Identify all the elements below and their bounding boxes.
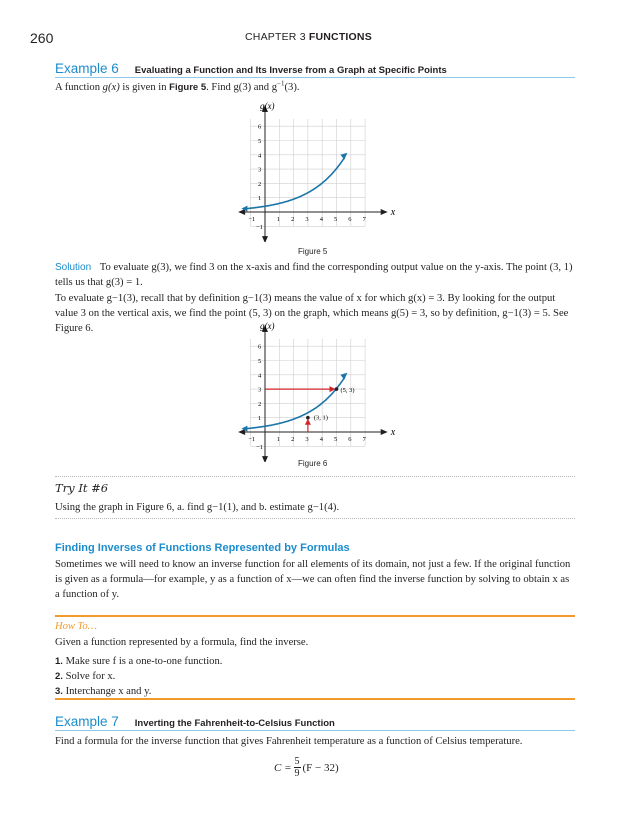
x-tick-label: −1 — [248, 216, 256, 223]
celsius-formula — [274, 756, 339, 779]
y-tick-label: 3 — [258, 166, 262, 174]
figure6-graph — [225, 320, 395, 462]
y-tick-label: 3 — [258, 386, 262, 394]
curve-arrow — [340, 373, 347, 380]
x-tick-label: 5 — [334, 216, 338, 223]
prompt-function: g(x) — [102, 82, 120, 93]
point-label-3-1: (3, 1) — [313, 414, 328, 422]
y-tick-label: 1 — [258, 195, 262, 203]
figure6-caption: Figure 6 — [298, 459, 328, 468]
how-to-bottom-rule — [55, 698, 575, 700]
example7-label: Example 7 — [55, 714, 119, 729]
chapter-number: CHAPTER 3 — [245, 31, 306, 43]
section-text: Sometimes we will need to know an inverse function for all elements of its domain, not just a few. If the original function is given as a formula—for example, y as a function of x—we can often find the inverse function by solving to obtain x as a function of y. — [55, 559, 571, 600]
fraction-denominator: 9 — [294, 768, 300, 779]
y-tick-label: 6 — [258, 343, 262, 351]
solution-paragraph-1 — [55, 260, 575, 290]
x-axis-arrow — [381, 209, 388, 215]
step-text: Solve for x. — [65, 671, 116, 682]
tick-labels — [248, 344, 366, 451]
y-tick-label: 1 — [258, 415, 262, 423]
step-text: Interchange x and y. — [65, 686, 152, 697]
try-it-label: Try It #6 — [55, 481, 109, 495]
x-tick-label: 3 — [305, 436, 309, 443]
prompt-text-2: is given in — [119, 82, 170, 93]
y-tick-label: 6 — [258, 123, 262, 131]
step-number: 1. — [55, 656, 63, 667]
x-tick-label: 1 — [276, 436, 281, 443]
y-tick-label: 4 — [258, 152, 262, 160]
solution-text-1: To evaluate g(3), we find 3 on the x-axis and find the corresponding output value on the y-axis. The point (3, 1) tells us that g(3) = 1. — [55, 262, 573, 288]
x-tick-label: 2 — [291, 436, 295, 443]
figure5-graph — [225, 100, 395, 242]
x-tick-label: 6 — [348, 216, 352, 223]
graph-grid — [251, 119, 365, 226]
how-to-step — [55, 669, 575, 684]
x-tick-label: 4 — [319, 216, 323, 223]
y-axis-arrow — [262, 236, 268, 242]
tick-labels — [248, 124, 366, 231]
step-number: 2. — [55, 671, 63, 682]
fraction-numerator: 5 — [294, 756, 300, 767]
example7-text: Find a formula for the inverse function that gives Fahrenheit temperature as a function of Celsius temperature. — [55, 736, 523, 747]
figure-ref: Figure 5 — [169, 82, 207, 93]
curve-arrow — [340, 153, 347, 160]
section-title: Finding Inverses of Functions Represented by Formulas — [55, 542, 350, 554]
prompt-text-4: (3). — [284, 82, 300, 93]
y-tick-label: 2 — [258, 400, 262, 408]
inverse-sup: −1 — [277, 79, 285, 88]
x-tick-label: 1 — [276, 216, 281, 223]
fraction — [294, 756, 301, 779]
y-axis-label: g(x) — [260, 101, 275, 111]
prompt-text: A function — [55, 82, 103, 93]
y-axis-arrow — [262, 456, 268, 462]
prompt-text-3: . Find g(3) and g — [206, 82, 278, 93]
step-text: Make sure f is a one-to-one function. — [65, 656, 223, 667]
try-it-bottom-rule — [55, 518, 575, 519]
solution-paragraph-2: To evaluate g−1(3), recall that by definition g−1(3) means the value of x for which g(x) = 3. By looking for the output value 3 on the vertical axis, we find the point (5, 3) on the graph, which means g(5) = 3, so by definition, g−1(3) = 5. See Figure 6. — [55, 293, 569, 334]
point-5-3 — [335, 387, 339, 391]
point-3-1 — [306, 416, 310, 420]
y-tick-label: 2 — [258, 180, 262, 188]
how-to-steps — [55, 654, 575, 699]
how-to-step — [55, 654, 575, 669]
y-tick-label: 5 — [258, 138, 262, 145]
y-tick-label: 5 — [258, 358, 262, 365]
how-to-label: How To… — [55, 621, 97, 632]
step-number: 3. — [55, 686, 63, 697]
x-tick-label: 7 — [362, 216, 366, 223]
example6-prompt — [55, 80, 575, 95]
y-axis-label: g(x) — [260, 321, 275, 331]
guide-arrowhead — [305, 419, 311, 425]
formula-lhs: C = — [274, 761, 292, 774]
figure5-caption: Figure 5 — [298, 247, 328, 256]
y-tick-label: −1 — [256, 223, 263, 231]
example6-title: Evaluating a Function and Its Inverse from a Graph at Specific Points — [134, 65, 447, 76]
x-tick-label: 3 — [305, 216, 309, 223]
x-tick-label: 6 — [348, 436, 352, 443]
x-axis-label: x — [390, 207, 395, 218]
how-to-intro: Given a function represented by a formula, find the inverse. — [55, 637, 309, 648]
solution-label: Solution — [55, 262, 92, 273]
formula-rhs: (F − 32) — [302, 761, 339, 774]
x-tick-label: 2 — [291, 216, 295, 223]
chapter-title: FUNCTIONS — [308, 31, 372, 43]
chapter-header — [245, 31, 372, 43]
example7-title: Inverting the Fahrenheit-to-Celsius Function — [134, 718, 335, 729]
x-axis-arrow — [381, 429, 388, 435]
x-tick-label: −1 — [248, 436, 256, 443]
page-number: 260 — [30, 30, 54, 46]
y-tick-label: 4 — [258, 372, 262, 380]
try-it-top-rule — [55, 476, 575, 477]
try-it-text: Using the graph in Figure 6, a. find g−1(1), and b. estimate g−1(4). — [55, 502, 340, 513]
y-tick-label: −1 — [256, 443, 263, 451]
x-tick-label: 5 — [334, 436, 338, 443]
example6-heading — [55, 60, 575, 78]
example6-label: Example 6 — [55, 61, 119, 76]
point-label-5-3: (5, 3) — [340, 387, 355, 395]
x-axis-label: x — [390, 427, 395, 438]
red-guide-arrows — [265, 386, 338, 432]
x-tick-label: 7 — [362, 436, 366, 443]
x-tick-label: 4 — [319, 436, 323, 443]
example7-heading — [55, 713, 575, 731]
how-to-step — [55, 684, 575, 699]
how-to-top-rule — [55, 615, 575, 617]
